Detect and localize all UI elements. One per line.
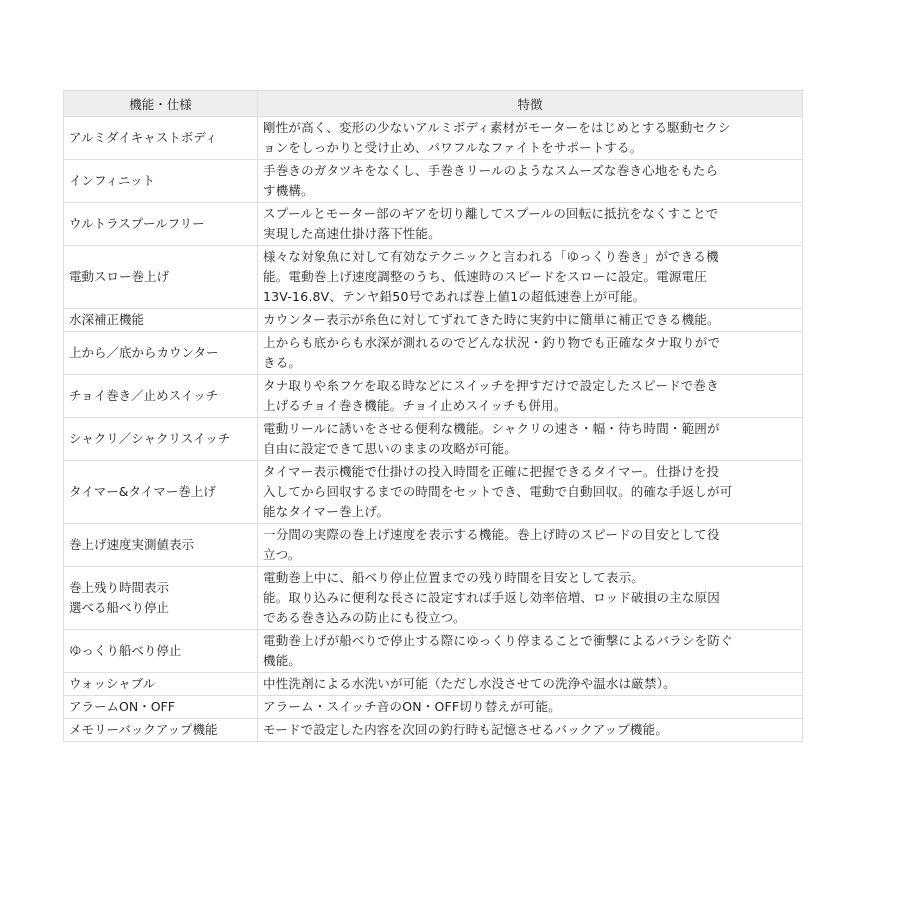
table-header-row <box>64 91 803 117</box>
feature-name: 電動スロー巻上げ <box>69 269 170 284</box>
feature-description-line: 機能。 <box>263 653 302 668</box>
feature-description-line: モードで設定した内容を次回の釣行時も記憶させるバックアップ機能。 <box>263 722 669 737</box>
feature-description-line: きる。 <box>263 355 302 370</box>
feature-description-line: である巻き込みの防止にも役立つ。 <box>263 610 466 625</box>
feature-name-cell <box>64 630 258 673</box>
feature-name: 選べる船べり停止 <box>69 600 170 615</box>
feature-description-cell <box>258 375 803 418</box>
feature-name: シャクリ／シャクリスイッチ <box>69 431 231 446</box>
feature-name: アルミダイキャストボディ <box>69 130 218 145</box>
table-row <box>64 418 803 461</box>
feature-name: 巻上げ速度実測値表示 <box>69 537 195 552</box>
feature-description-line: 電動巻上げが船べりで停止する際にゆっくり停まることで衝撃によるバラシを防ぐ <box>263 633 733 648</box>
feature-description-cell <box>258 203 803 246</box>
feature-description-line: 剛性が高く、変形の少ないアルミボディ素材がモーターをはじめとする駆動セクシ <box>263 120 731 135</box>
feature-name: 水深補正機能 <box>69 312 145 327</box>
feature-name-cell <box>64 524 258 567</box>
feature-name: ゆっくり船べり停止 <box>69 643 182 658</box>
feature-description-cell <box>258 696 803 719</box>
feature-description-line: 自由に設定できて思いのままの攻略が可能。 <box>263 441 518 456</box>
feature-name-cell <box>64 160 258 203</box>
table-row <box>64 160 803 203</box>
feature-description-line: 実現した高速仕掛け落下性能。 <box>263 226 441 241</box>
feature-description-line: 上からも底からも水深が測れるのでどんな状況・釣り物でも正確なタナ取りがで <box>263 335 721 350</box>
feature-description-line: タイマー表示機能で仕掛けの投入時間を正確に把握できるタイマー。仕掛けを投 <box>263 464 720 479</box>
table-row <box>64 309 803 332</box>
feature-description-cell <box>258 418 803 461</box>
feature-name-cell <box>64 461 258 524</box>
feature-name-cell <box>64 418 258 461</box>
feature-description-cell <box>258 719 803 742</box>
feature-description-line: スプールとモーター部のギアを切り離してスプールの回転に抵抗をなくすことで <box>263 206 719 221</box>
feature-description-cell <box>258 117 803 160</box>
table-row <box>64 203 803 246</box>
feature-name-cell <box>64 332 258 375</box>
feature-name-cell <box>64 309 258 332</box>
feature-name-cell <box>64 375 258 418</box>
feature-description-cell <box>258 461 803 524</box>
feature-description-line: 中性洗剤による水洗いが可能（ただし水没させての洗浄や温水は厳禁）。 <box>263 676 676 691</box>
header-description: 特徴 <box>258 91 803 117</box>
feature-description-line: 13V-16.8V、テンヤ鉛50号であれば巻上値1の超低速巻上が可能。 <box>263 289 646 304</box>
table-row <box>64 630 803 673</box>
feature-description-line: 電動巻上中に、船べり停止位置までの残り時間を目安として表示。 <box>263 570 645 585</box>
feature-description-cell <box>258 524 803 567</box>
feature-name-cell <box>64 673 258 696</box>
feature-name: チョイ巻き／止めスイッチ <box>69 388 219 403</box>
feature-name-cell <box>64 719 258 742</box>
feature-description-line: タナ取りや糸フケを取る時などにスイッチを押すだけで設定したスピードで巻き <box>263 378 719 393</box>
table-body <box>64 117 803 742</box>
feature-name-cell <box>64 203 258 246</box>
feature-name: 巻上残り時間表示 <box>69 580 170 595</box>
feature-description-line: 電動リールに誘いをさせる便利な機能。シャクリの速さ・幅・待ち時間・範囲が <box>263 421 720 436</box>
table-row <box>64 246 803 309</box>
table-row <box>64 117 803 160</box>
feature-description-line: 入してから回収するまでの時間をセットでき、電動で自動回収。的確な手返しが可 <box>263 484 733 499</box>
feature-name: 上から／底からカウンター <box>69 345 219 360</box>
feature-description-line: す機構。 <box>263 183 314 198</box>
feature-description-line: 能。取り込みに便利な長さに設定すれば手返し効率倍増、ロッド破損の主な原因 <box>263 590 720 605</box>
feature-description-line: ョンをしっかりと受け止め、パワフルなファイトをサポートする。 <box>263 140 643 155</box>
feature-description-line: 手巻きのガタツキをなくし、手巻きリールのようなスムーズな巻き心地をもたら <box>263 163 719 178</box>
feature-name: アラームON・OFF <box>69 699 175 714</box>
table-row <box>64 461 803 524</box>
spec-table <box>63 90 803 742</box>
feature-name-cell <box>64 246 258 309</box>
feature-description-cell <box>258 160 803 203</box>
feature-name: ウォッシャブル <box>69 676 156 691</box>
feature-description-line: 上げるチョイ巻き機能。チョイ止めスイッチも併用。 <box>263 398 567 413</box>
feature-description-line: アラーム・スイッチ音のON・OFF切り替えが可能。 <box>263 699 561 714</box>
feature-description-line: 能なタイマー巻上げ。 <box>263 504 390 519</box>
feature-name: メモリーバックアップ機能 <box>69 722 218 737</box>
feature-description-cell <box>258 630 803 673</box>
feature-description-line: 一分間の実際の巻上げ速度を表示する機能。巻上げ時のスピードの目安として役 <box>263 527 720 542</box>
feature-description-line: 立つ。 <box>263 547 301 562</box>
feature-name: インフィニット <box>69 173 156 188</box>
feature-description-cell <box>258 309 803 332</box>
table-row <box>64 673 803 696</box>
feature-name-cell <box>64 696 258 719</box>
table-row <box>64 719 803 742</box>
feature-name: タイマー&タイマー巻上げ <box>69 484 216 499</box>
table-row <box>64 332 803 375</box>
feature-description-cell <box>258 332 803 375</box>
feature-description-line: 能。電動巻上げ速度調整のうち、低速時のスピードをスローに設定。電源電圧 <box>263 269 708 284</box>
header-feature: 機能・仕様 <box>64 91 258 117</box>
feature-description-cell <box>258 567 803 630</box>
feature-description-cell <box>258 673 803 696</box>
feature-description-cell <box>258 246 803 309</box>
table-row <box>64 567 803 630</box>
table-row <box>64 524 803 567</box>
feature-description-line: 様々な対象魚に対して有効なテクニックと言われる「ゆっくり巻き」ができる機 <box>263 249 719 264</box>
feature-name-cell <box>64 567 258 630</box>
table-row <box>64 375 803 418</box>
feature-description-line: カウンター表示が糸色に対してずれてきた時に実釣中に簡単に補正できる機能。 <box>263 312 720 327</box>
table-row <box>64 696 803 719</box>
feature-name: ウルトラスプールフリー <box>69 216 205 231</box>
feature-name-cell <box>64 117 258 160</box>
